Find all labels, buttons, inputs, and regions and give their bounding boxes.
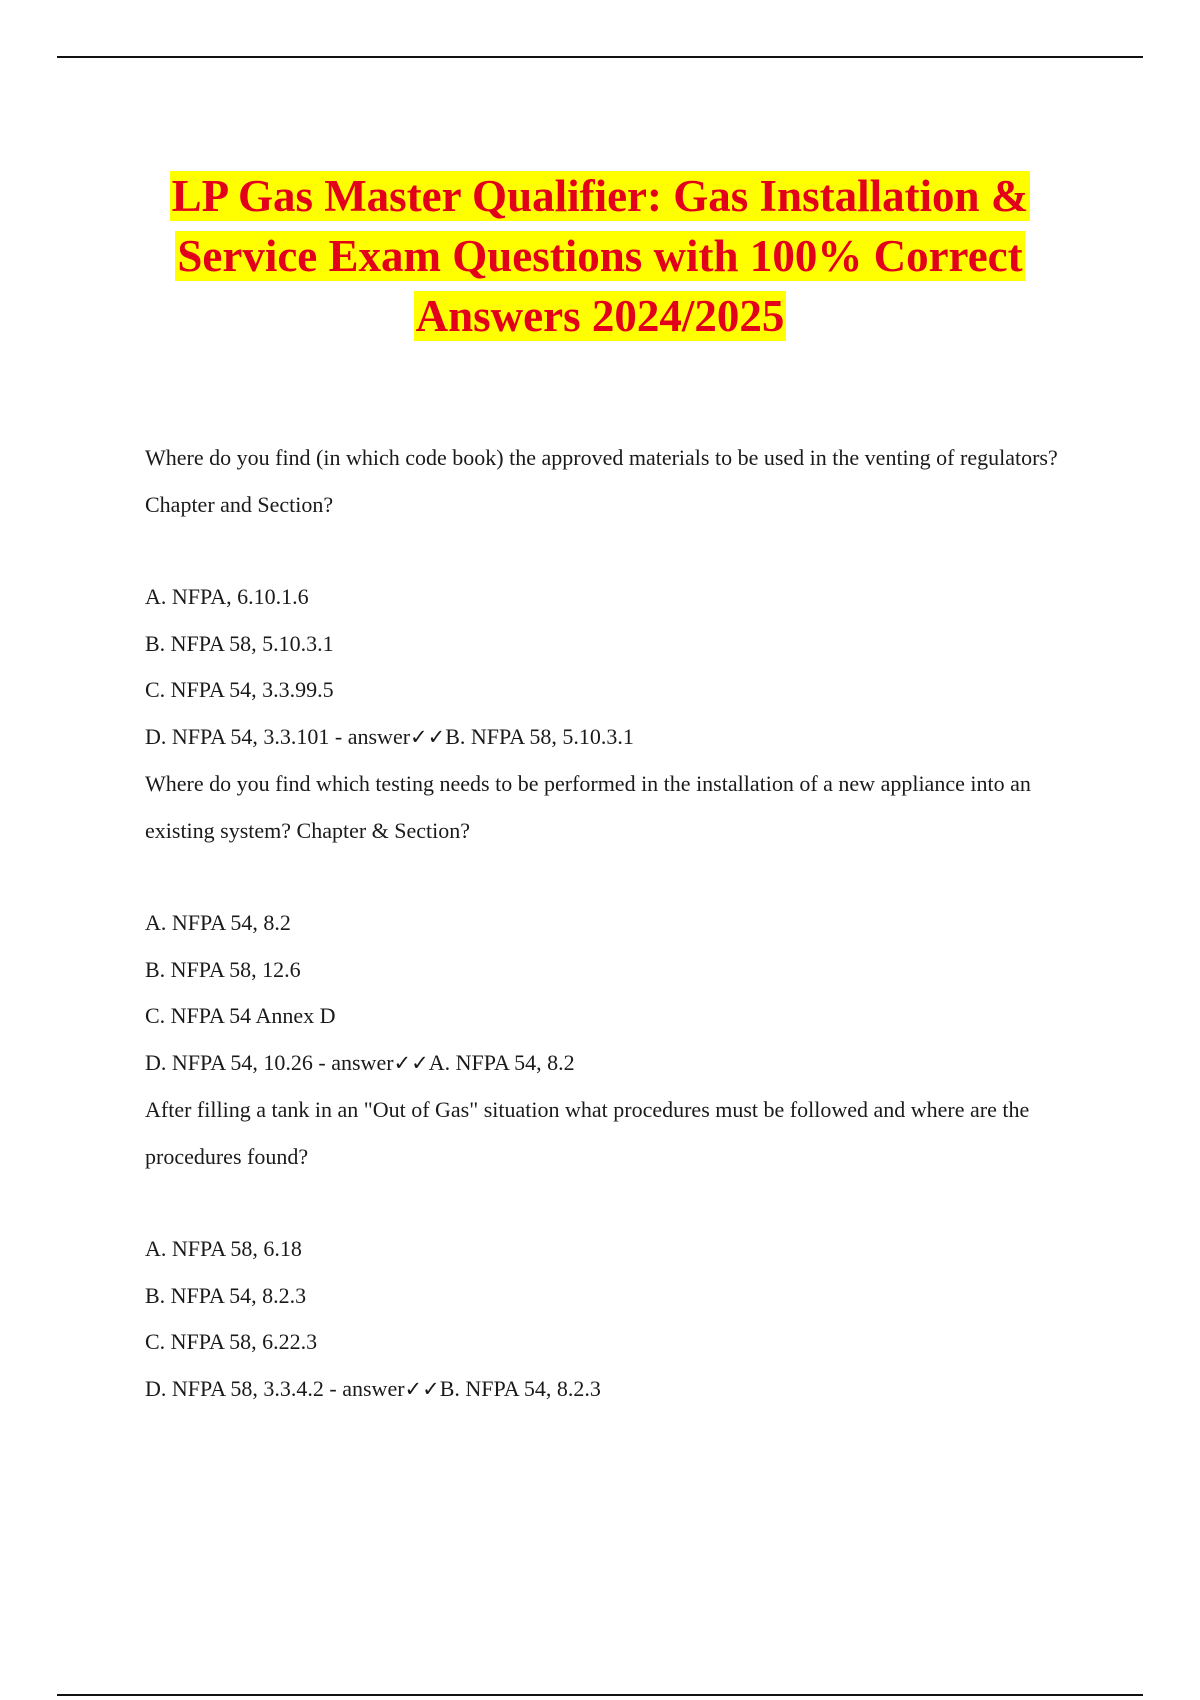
correct-answer: A. NFPA 54, 8.2 [428,1049,575,1075]
question-text: Where do you find (in which code book) the approved materials to be used in the venting of regulators? Chapter and Section? [145,445,1058,517]
option-a: A. NFPA, 6.10.1.6 [145,584,309,609]
check-mark-icon: ✓✓ [404,1376,440,1401]
check-mark-icon: ✓✓ [410,724,446,749]
check-mark-icon: ✓✓ [393,1050,429,1075]
option-d-with-answer [145,714,1095,761]
options-list [145,900,1095,1086]
option-c: C. NFPA 58, 6.22.3 [145,1329,318,1354]
question-text: Where do you find which testing needs to be performed in the installation of a new appliance into an existing system? Chapter & Section? [145,771,1031,843]
option-c: C. NFPA 54, 3.3.99.5 [145,677,334,702]
question-list [145,434,1095,1412]
options-list [145,1226,1095,1412]
question-block-1 [145,434,1095,760]
options-list [145,574,1095,760]
document-title-block [100,166,1100,346]
option-d-with-answer [145,1366,1095,1413]
option-a: A. NFPA 54, 8.2 [145,910,291,935]
option-d: D. NFPA 58, 3.3.4.2 - answer [145,1375,405,1401]
option-d: D. NFPA 54, 10.26 - answer [145,1049,394,1075]
correct-answer: B. NFPA 54, 8.2.3 [439,1375,601,1401]
correct-answer: B. NFPA 58, 5.10.3.1 [445,723,634,749]
option-a: A. NFPA 58, 6.18 [145,1236,302,1261]
question-block-2 [145,760,1095,1086]
option-d-with-answer [145,1040,1095,1087]
question-text: After filling a tank in an "Out of Gas" situation what procedures must be followed and where are the procedures found? [145,1097,1030,1169]
bottom-rule [57,1694,1143,1696]
document-title: LP Gas Master Qualifier: Gas Installation & Service Exam Questions with 100% Correct Answers 2024/2025 [171,171,1029,341]
option-c: C. NFPA 54 Annex D [145,1003,336,1028]
top-rule [57,56,1143,58]
option-d: D. NFPA 54, 3.3.101 - answer [145,723,411,749]
option-b: B. NFPA 58, 12.6 [145,956,301,982]
question-block-3 [145,1086,1095,1412]
option-b: B. NFPA 58, 5.10.3.1 [145,630,334,656]
option-b: B. NFPA 54, 8.2.3 [145,1282,307,1308]
